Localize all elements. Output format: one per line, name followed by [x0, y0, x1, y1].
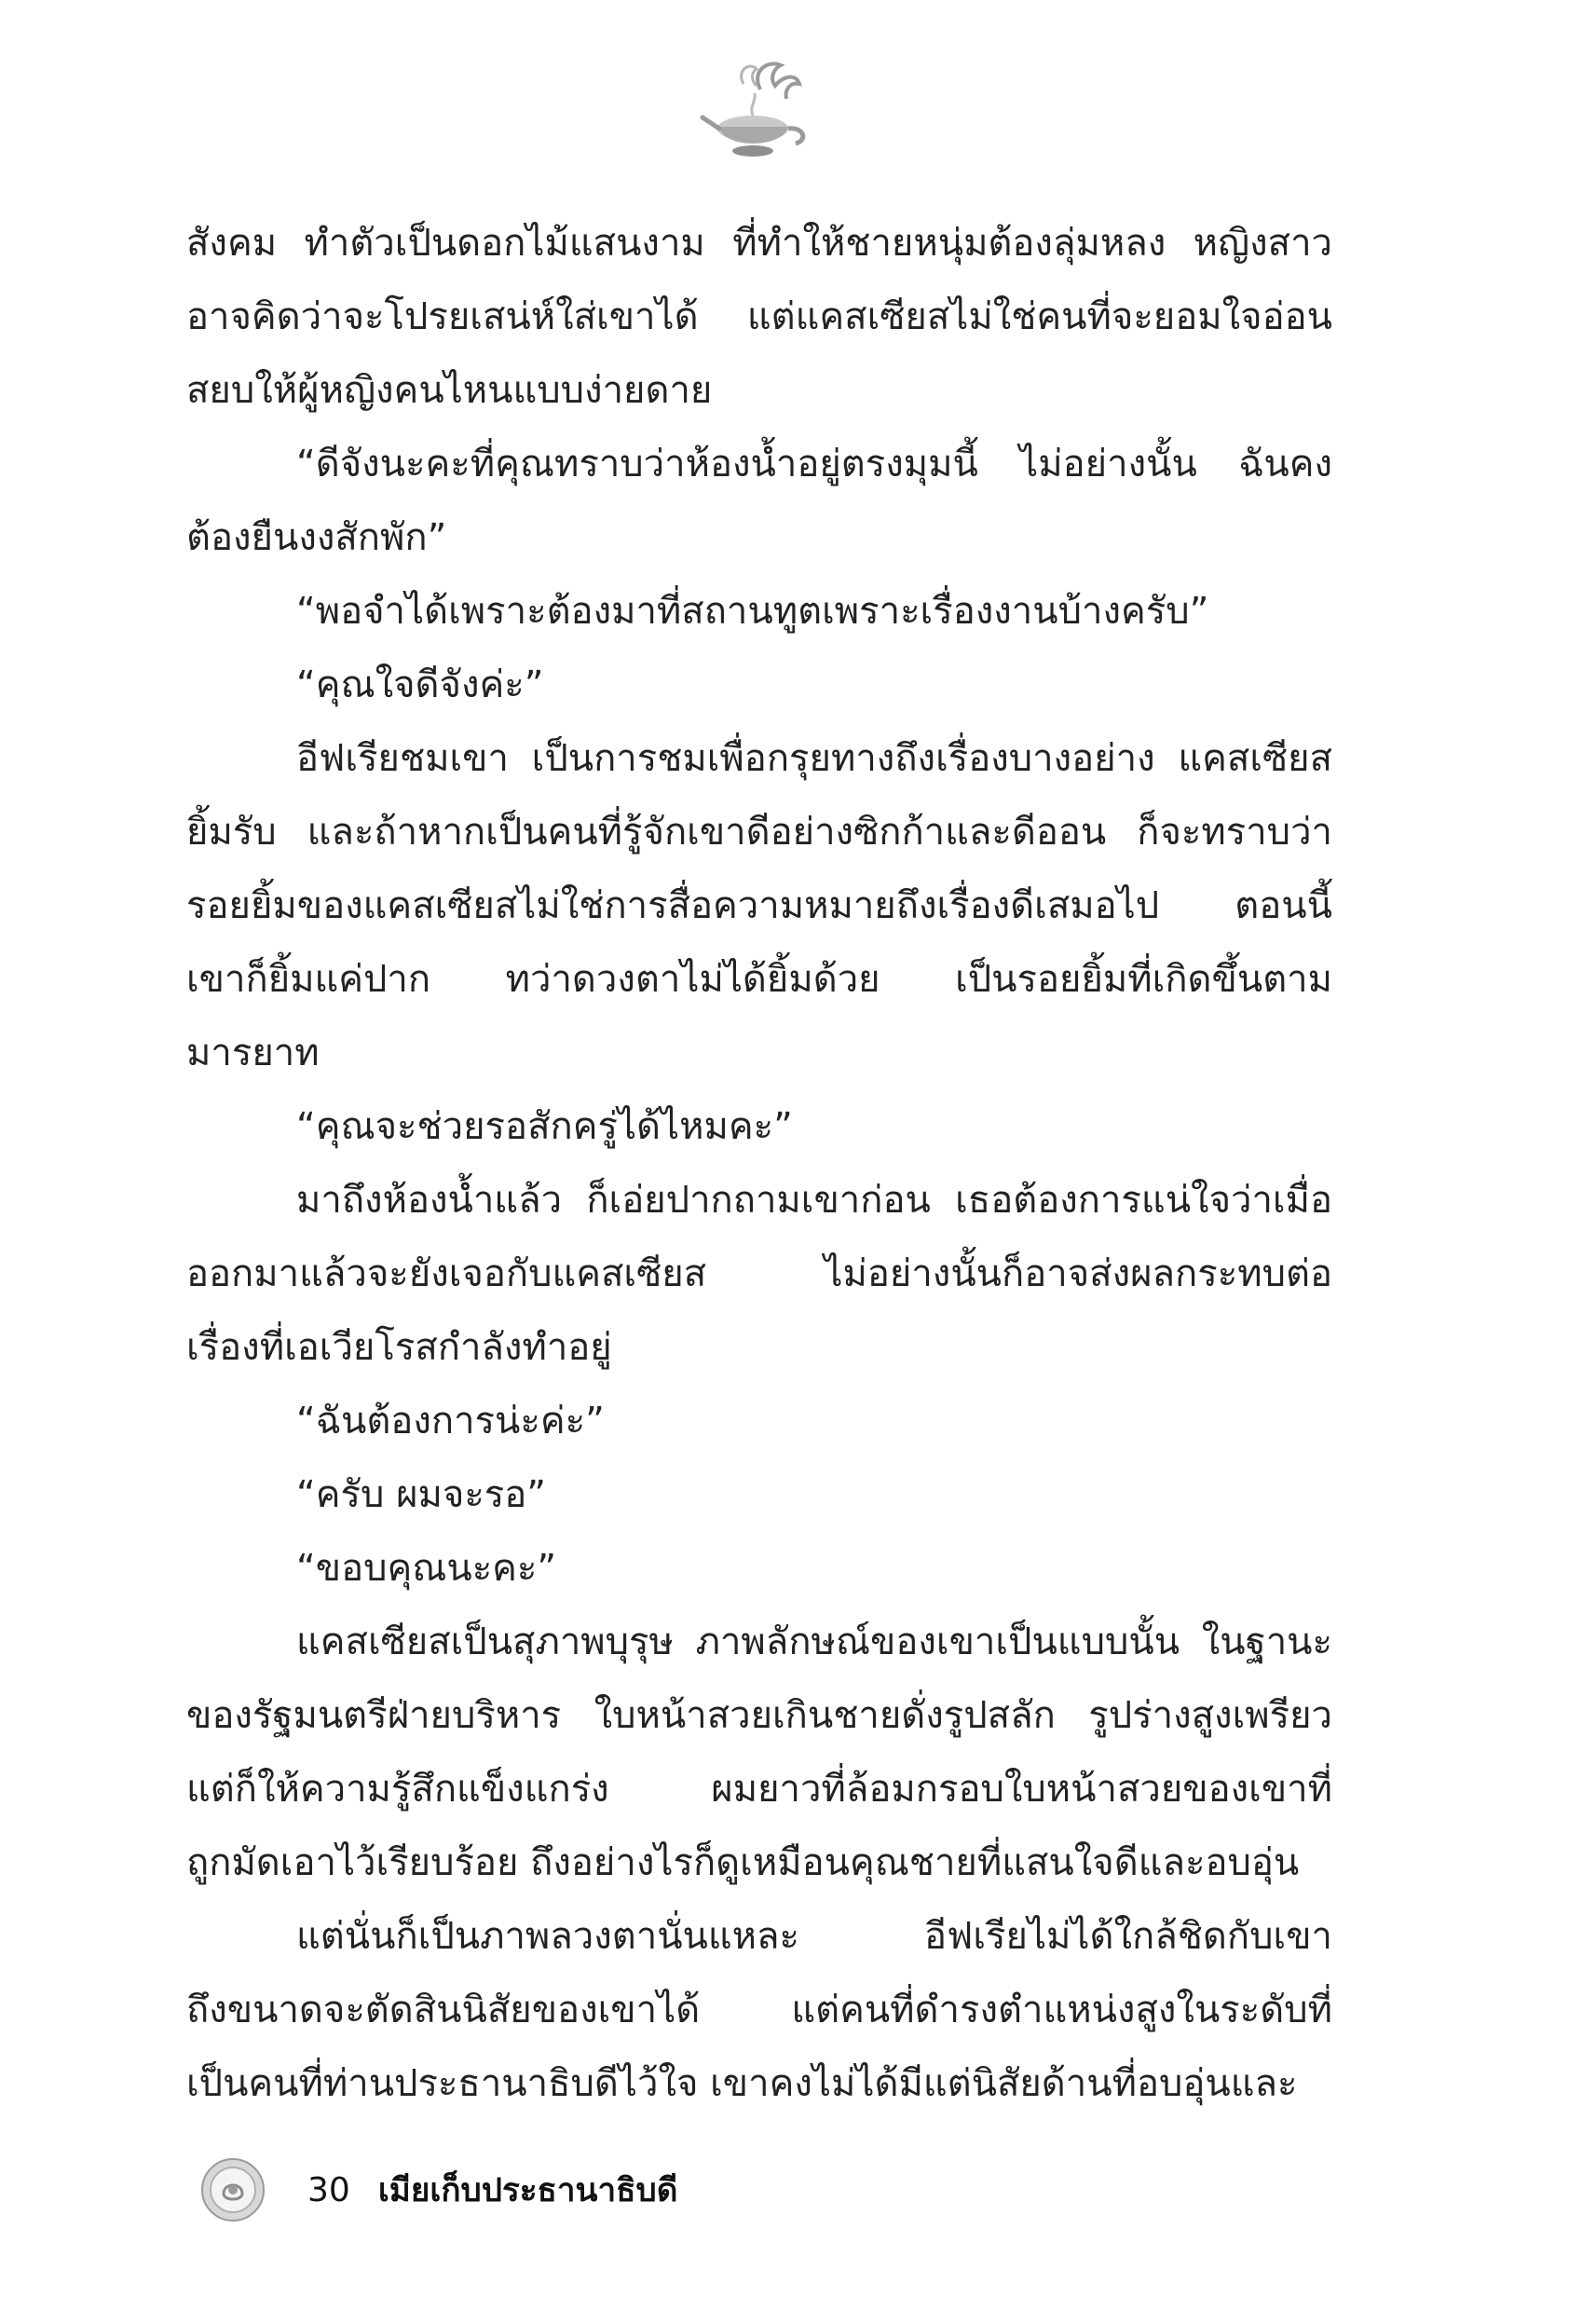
text-line: “ดีจังนะคะที่คุณทราบว่าห้องน้ำอยู่ตรงมุมนี้ ไม่อย่างนั้น ฉันคง	[296, 443, 1332, 485]
text-line: อาจคิดว่าจะโปรยเสน่ห์ใส่เขาได้ แต่แคสเซียสไม่ใช่คนที่จะยอมใจอ่อน	[186, 295, 1332, 338]
text-line: เขาก็ยิ้มแค่ปาก ทว่าดวงตาไม่ได้ยิ้มด้วย เป็นรอยยิ้มที่เกิดขึ้นตาม	[186, 958, 1332, 1001]
text-line: “คุณใจดีจังค่ะ”	[296, 663, 544, 706]
text-line: แต่นั่นก็เป็นภาพลวงตานั่นแหละ อีฟเรียไม่ได้ใกล้ชิดกับเขา	[296, 1915, 1332, 1958]
circle-emblem-icon	[199, 2156, 266, 2223]
text-line: มาถึงห้องน้ำแล้ว ก็เอ่ยปากถามเขาก่อน เธอต้องการแน่ใจว่าเมื่อ	[296, 1179, 1332, 1222]
text-line: แต่ก็ให้ความรู้สึกแข็งแกร่ง ผมยาวที่ล้อมกรอบใบหน้าสวยของเขาที่	[186, 1768, 1332, 1811]
text-line: ของรัฐมนตรีฝ่ายบริหาร ใบหน้าสวยเกินชายดั่งรูปสลัก รูปร่างสูงเพรียว	[186, 1694, 1332, 1737]
book-title: เมียเก็บประธานาธิบดี	[377, 2171, 678, 2209]
text-line: “พอจำได้เพราะต้องมาที่สถานทูตเพราะเรื่องงานบ้างครับ”	[296, 590, 1209, 633]
text-line: ถึงขนาดจะตัดสินนิสัยของเขาได้ แต่คนที่ดำรงตำแหน่งสูงในระดับที่	[186, 1989, 1332, 2031]
text-line: “ฉันต้องการน่ะค่ะ”	[296, 1400, 605, 1443]
text-line: สยบให้ผู้หญิงคนไหนแบบง่ายดาย	[186, 369, 713, 412]
text-line: ยิ้มรับ และถ้าหากเป็นคนที่รู้จักเขาดีอย่างซิกก้าและดีออน ก็จะทราบว่า	[186, 811, 1332, 854]
text-line: “คุณจะช่วยรอสักครู่ได้ไหมคะ”	[296, 1105, 793, 1148]
text-line: ต้องยืนงงสักพัก”	[186, 516, 447, 559]
text-line: ถูกมัดเอาไว้เรียบร้อย ถึงอย่างไรก็ดูเหมือนคุณชายที่แสนใจดีและอบอุ่น	[186, 1841, 1300, 1884]
text-line: เป็นคนที่ท่านประธานาธิบดีไว้ใจ เขาคงไม่ได้มีแต่นิสัยด้านที่อบอุ่นและ	[186, 2062, 1298, 2105]
text-line: เรื่องที่เอเวียโรสกำลังทำอยู่	[186, 1326, 612, 1369]
lamp-ornament-icon	[695, 52, 816, 173]
text-line: “ขอบคุณนะคะ”	[296, 1547, 557, 1590]
text-line: แคสเซียสเป็นสุภาพบุรุษ ภาพลักษณ์ของเขาเป็นแบบนั้น ในฐานะ	[296, 1620, 1332, 1663]
text-line: สังคม ทำตัวเป็นดอกไม้แสนงาม ที่ทำให้ชายหนุ่มต้องลุ่มหลง หญิงสาว	[186, 222, 1332, 265]
text-line: “ครับ ผมจะรอ”	[296, 1473, 547, 1516]
text-line: รอยยิ้มของแคสเซียสไม่ใช่การสื่อความหมายถึงเรื่องดีเสมอไป ตอนนี้	[186, 884, 1332, 927]
text-line: ออกมาแล้วจะยังเจอกับแคสเซียส ไม่อย่างนั้นก็อาจส่งผลกระทบต่อ	[186, 1252, 1332, 1295]
body-text	[186, 207, 1332, 2121]
page-footer	[199, 2153, 677, 2227]
page-number: 30	[307, 2170, 350, 2209]
text-line: มารยาท	[186, 1032, 320, 1074]
text-line: อีฟเรียชมเขา เป็นการชมเพื่อกรุยทางถึงเรื่องบางอย่าง แคสเซียส	[296, 737, 1332, 780]
